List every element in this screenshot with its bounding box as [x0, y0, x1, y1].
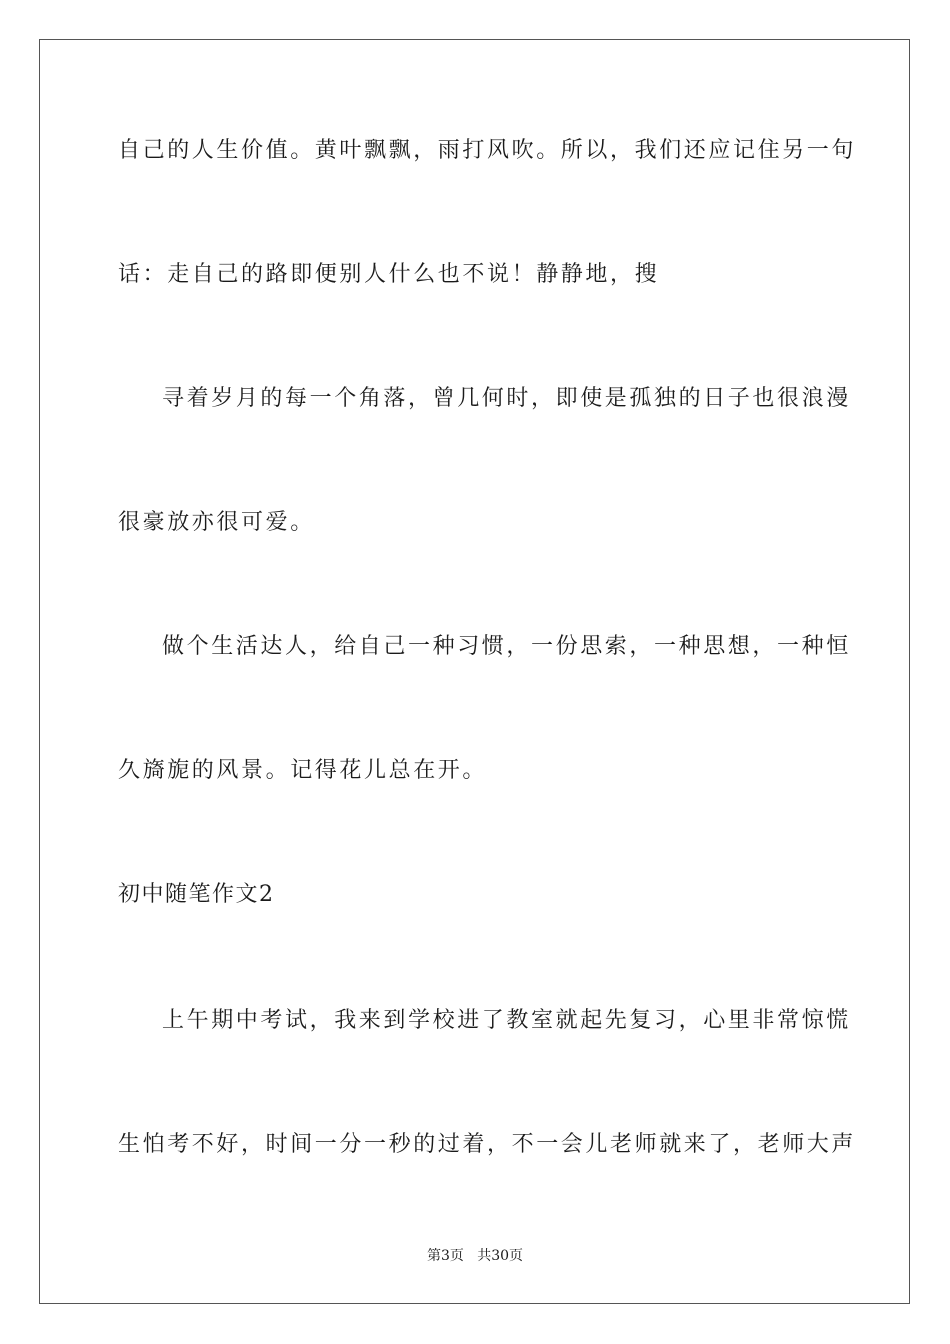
section-heading: 初中随笔作文2 — [118, 882, 275, 907]
body-line-4: 很豪放亦很可爱。 — [118, 510, 315, 535]
body-line-2: 话：走自己的路即便别人什么也不说！静静地，搜 — [118, 262, 660, 287]
body-line-7: 上午期中考试，我来到学校进了教室就起先复习，心里非常惊慌 — [162, 1008, 851, 1033]
body-line-3: 寻着岁月的每一个角落，曾几何时，即使是孤独的日子也很浪漫 — [162, 386, 851, 411]
page-number-footer: 第3页 共30页 — [426, 1248, 524, 1264]
body-line-5: 做个生活达人，给自己一种习惯，一份思索，一种思想，一种恒 — [162, 634, 851, 659]
body-line-8: 生怕考不好，时间一分一秒的过着，不一会儿老师就来了，老师大声 — [118, 1132, 857, 1157]
body-line-1: 自己的人生价值。黄叶飘飘，雨打风吹。所以，我们还应记住另一句 — [118, 138, 857, 163]
body-line-6: 久旖旎的风景。记得花儿总在开。 — [118, 758, 488, 783]
page-frame — [39, 39, 910, 1304]
